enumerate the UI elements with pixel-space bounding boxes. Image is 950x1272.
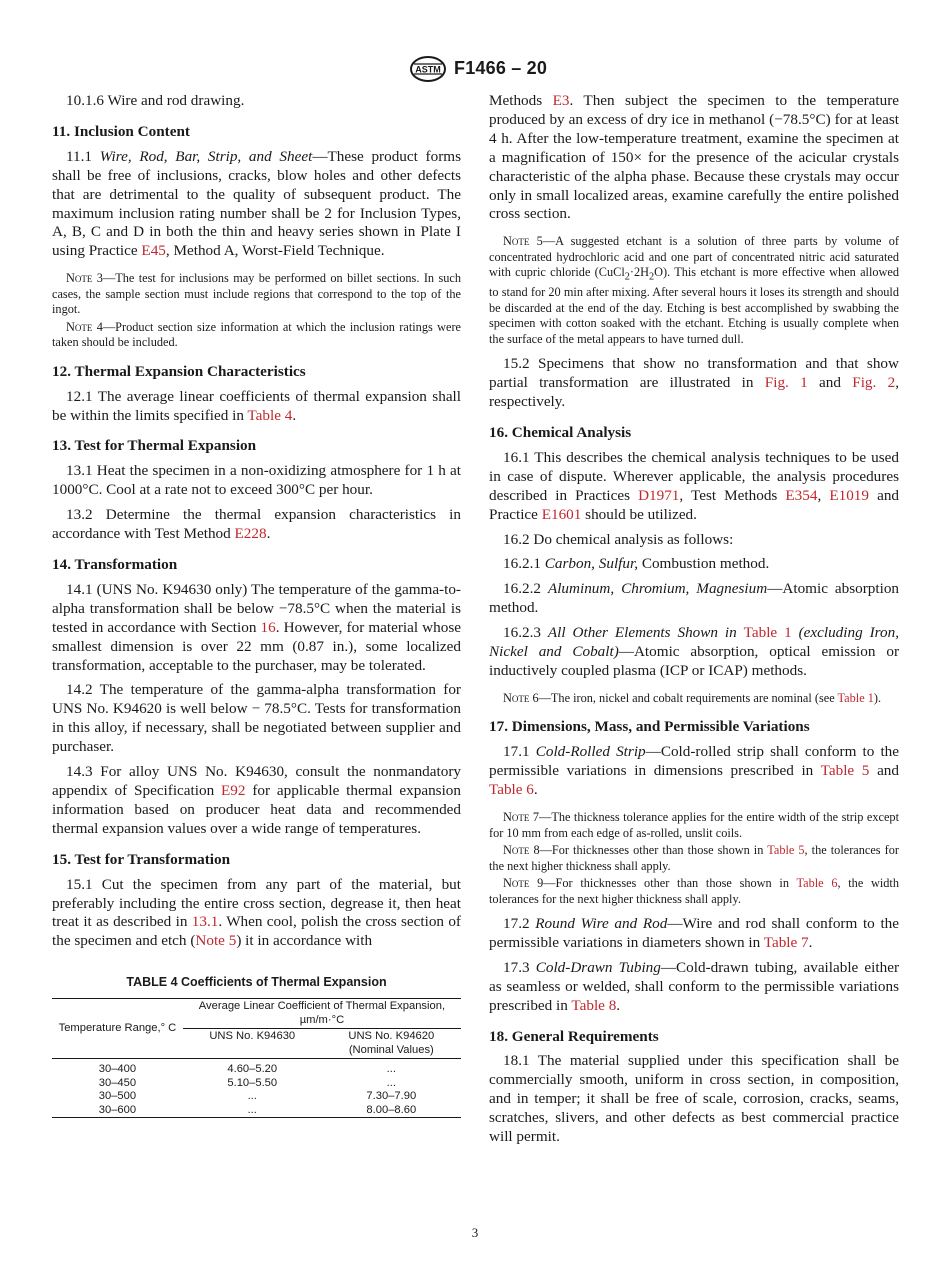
section-13-1: 13.1 Heat the specimen in a non-oxidizing atmosphere for 1 h at 1000°C. Cool at a rate not to exceed 300°C per hour. [52, 462, 461, 499]
section-14-1: 14.1 (UNS No. K94630 only) The temperature of the gamma-to-alpha transformation shall be below −78.5°C when the material is tested in accordance with Section 16. However, for material whose smallest dimension is over 22 mm (0.87 in.), some localized transformation, acceptable to the purchaser, may be tolerated. [52, 580, 461, 674]
section-16-2-3: 16.2.3 All Other Elements Shown in Table 1 (excluding Iron, Nickel and Cobalt)—Atomic absorption, optical emission or inductively coupled plasma (ICP or ICAP) methods. [489, 624, 900, 679]
table-row: 30–400 4.60–5.20 ... [98, 1063, 396, 1076]
link-table-5-note[interactable]: Table 5 [767, 843, 805, 858]
link-section-16[interactable]: 16 [260, 618, 276, 636]
section-10-1-6: 10.1.6 Wire and rod drawing. [66, 92, 245, 109]
link-e1601[interactable]: E1601 [541, 505, 582, 523]
link-fig-1[interactable]: Fig. 1 [764, 374, 808, 392]
section-16-2: 16.2 Do chemical analysis as follows: [503, 530, 734, 548]
col-k94630: UNS No. K94630 [209, 1030, 296, 1043]
section-16-1: 16.1 This describes the chemical analysis techniques to be used in case of dispute. Wherever applicable, the analysis procedures described in Practices D1971, Test Methods E354, E1019 and Practice E1601 should be utilized. [489, 448, 900, 523]
left-column [52, 92, 461, 1118]
link-table-5[interactable]: Table 5 [820, 762, 870, 780]
link-table-7[interactable]: Table 7 [763, 933, 809, 951]
note-4: Note 4—Product section size information at which the inclusion ratings were taken should be included. [52, 319, 461, 350]
link-table-6[interactable]: Table 6 [489, 781, 534, 799]
note-5: Note 5—A suggested etchant is a solution of three parts by volume of concentrated hydrochloric acid and one part of concentrated nitric acid saturated with cupric chloride $(CuCl_2\cdot 2H_2O)$. This etchant is more effective when allowed to stand for 20 min after mixing. After several hours it loses its strength and should be discarded at the end of the day. Etching is best accomplished by swabbing the specimen with cotton soaked with the etchant. Etching is usually complete when the surface of the metal appears to have turned dull. [489, 234, 899, 346]
section-15-2: 15.2 Specimens that show no transformation and that show partial transformation are illustrated in Fig. 1 and Fig. 2, respectively. [489, 355, 900, 411]
section-14-3: 14.3 For alloy UNS No. K94630, consult the nonmandatory appendix of Specification E92 for applicable thermal expansion information based on producer heat data and recommended thermal expansion values over a wide range of temperatures. [52, 763, 461, 837]
section-14-2: 14.2 The temperature of the gamma-alpha transformation for UNS No. K94620 is well below − 78.5°C. Tests for transformation in this alloy, if necessary, shall be negotiated between supplier and purchaser. [52, 681, 461, 756]
section-15-1-continued: Methods E3. Then subject the specimen to the temperature produced by an excess of dry ice in methanol (−78.5°C) for at least 4 h. After the low-temperature treatment, examine the specimen at a magnification of 150× for the presence of the acicular crystals characteristic of the alpha phase. Because these crystals may occur only in small localized areas, examine carefully the entire polished cross section. [489, 92, 900, 223]
astm-logo-icon [408, 54, 448, 84]
section-16-2-1: 16.2.1 Carbon, Sulfur, Combustion method. [503, 555, 770, 573]
link-e354[interactable]: E354 [785, 486, 818, 504]
table-4 [52, 998, 461, 1118]
link-table-8[interactable]: Table 8 [571, 996, 617, 1014]
page-header [0, 54, 950, 86]
table-row: 30–600 ... 8.00–8.60 [52, 1104, 461, 1118]
heading-16: 16. Chemical Analysis [489, 424, 632, 442]
table-row: 30–500 ... 7.30–7.90 [98, 1090, 417, 1103]
col-temperature-range: Temperature Range,° C [52, 999, 183, 1059]
link-e228[interactable]: E228 [234, 525, 267, 543]
section-17-3: 17.3 Cold-Drawn Tubing—Cold-drawn tubing, available either as seamless or welded, shall conform to the permissible variations prescribed in Table 8. [489, 958, 900, 1014]
link-table-6-note[interactable]: Table 6 [796, 876, 838, 891]
section-12-1: 12.1 The average linear coefficients of thermal expansion shall be within the limits specified in Table 4. [52, 387, 461, 424]
section-11-1: 11.1 Wire, Rod, Bar, Strip, and Sheet—These product forms shall be free of inclusions, cracks, blow holes and other defects that are detrimental to the quality of subsequent product. The maximum inclusion rating number shall be 2 for Inclusion Types, A, B, C and D in both the thin and heavy series shown in Plate I using Practice E45, Method A, Worst-Field Technique. [52, 147, 461, 260]
section-15-1: 15.1 Cut the specimen from any part of the material, but preferably including the entire cross section, degrease it, then heat treat it as described in 13.1. When cool, polish the cross section of the specimen and etch (Note 5) it in accordance with [52, 875, 461, 950]
heading-18: 18. General Requirements [489, 1027, 659, 1045]
link-table-1-note[interactable]: Table 1 [837, 690, 874, 705]
note-9: Note 9—For thicknesses other than those shown in Table 6, the width tolerances for the next higher thickness shall apply. [489, 876, 899, 906]
section-17-1: 17.1 Cold-Rolled Strip—Cold-rolled strip shall conform to the permissible variations in dimensions prescribed in Table 5 and Table 6. [489, 743, 900, 799]
table-4-title: TABLE 4 Coefficients of Thermal Expansion [126, 975, 387, 990]
section-13-2: 13.2 Determine the thermal expansion characteristics in accordance with Test Method E228. [52, 506, 461, 543]
note-7: Note 7—The thickness tolerance applies for the entire width of the strip except for 10 mm from each edge of as-rolled, unslit coils. [489, 810, 899, 840]
right-column [489, 92, 899, 1153]
link-e45[interactable]: E45 [141, 242, 166, 260]
link-note-5[interactable]: Note 5 [195, 932, 237, 950]
link-13-1[interactable]: 13.1 [191, 913, 219, 931]
link-table-4[interactable]: Table 4 [247, 406, 293, 424]
link-e92[interactable]: E92 [221, 781, 246, 799]
link-d1971[interactable]: D1971 [638, 486, 680, 504]
note-8: Note 8—For thicknesses other than those shown in Table 5, the tolerances for the next higher thickness shall apply. [489, 843, 899, 873]
col-average-coefficient: Average Linear Coefficient of Thermal Expansion, µm/m·°C [183, 999, 461, 1029]
note-6: Note 6—The iron, nickel and cobalt requirements are nominal (see Table 1). [503, 690, 882, 705]
heading-14: 14. Transformation [52, 556, 178, 573]
link-table-1[interactable]: Table 1 [743, 624, 792, 642]
svg-text:ASTM: ASTM [415, 64, 441, 75]
section-16-2-2: 16.2.2 Aluminum, Chromium, Magnesium—Atomic absorption method. [489, 580, 900, 617]
section-17-2: 17.2 Round Wire and Rod—Wire and rod shall conform to the permissible variations in diameters shown in Table 7. [489, 915, 900, 951]
heading-15: 15. Test for Transformation [52, 850, 231, 868]
link-fig-2[interactable]: Fig. 2 [852, 374, 896, 392]
link-e3[interactable]: E3 [552, 92, 570, 109]
col-k94620: UNS No. K94620 (Nominal Values) [348, 1030, 435, 1056]
note-3: Note 3—The test for inclusions may be performed on billet sections. In such cases, the sample section must include regions that correspond to the top of the ingot. [52, 271, 461, 317]
heading-12: 12. Thermal Expansion Characteristics [52, 362, 306, 380]
section-18-1: 18.1 The material supplied under this specification shall be commercially smooth, uniform in cross section, in composition, and in temper; it shall be free of scale, corrosion, cracks, seams, scratches, slivers, and other defects as best commercial practice will permit. [489, 1052, 899, 1146]
table-row: 30–450 5.10–5.50 ... [98, 1076, 396, 1089]
heading-11: 11. Inclusion Content [52, 122, 190, 140]
document-id: F1466 – 20 [454, 58, 548, 78]
heading-17: 17. Dimensions, Mass, and Permissible Variations [489, 718, 810, 736]
link-e1019[interactable]: E1019 [829, 486, 869, 504]
page-number: 3 [471, 1225, 479, 1240]
heading-13: 13. Test for Thermal Expansion [52, 437, 257, 455]
